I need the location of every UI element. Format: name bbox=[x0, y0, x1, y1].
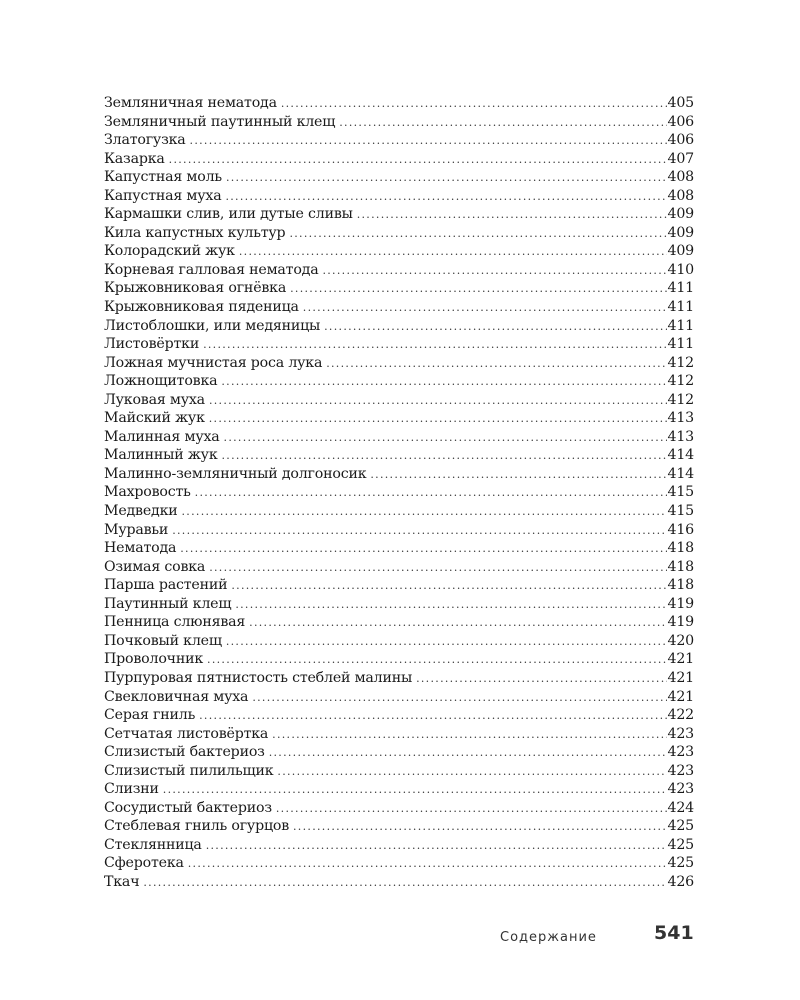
toc-entry-page: 408 bbox=[667, 187, 694, 204]
toc-entry-page: 419 bbox=[667, 614, 694, 631]
toc-entry-page: 410 bbox=[667, 261, 694, 278]
toc-entry[interactable] bbox=[104, 483, 694, 502]
dot-leader bbox=[209, 392, 667, 411]
toc-entry-page: 418 bbox=[667, 577, 694, 594]
toc-entry-title: Нематода bbox=[104, 540, 177, 557]
toc-entry-title: Свекловичная муха bbox=[104, 688, 249, 705]
toc-entry-title: Махровость bbox=[104, 484, 191, 501]
toc-entry-page: 409 bbox=[667, 206, 694, 223]
dot-leader bbox=[416, 670, 666, 689]
toc-entry[interactable] bbox=[104, 391, 694, 410]
toc-entry-page: 411 bbox=[667, 299, 694, 316]
toc-entry-title: Сферотека bbox=[104, 855, 184, 872]
toc-entry-page: 415 bbox=[667, 484, 694, 501]
dot-leader bbox=[281, 95, 667, 114]
dot-leader bbox=[235, 596, 666, 615]
toc-entry[interactable] bbox=[104, 354, 694, 373]
running-footer-section: Содержание bbox=[500, 930, 597, 945]
dot-leader bbox=[226, 633, 667, 652]
toc-entry-page: 425 bbox=[667, 818, 694, 835]
toc-entry-title: Малинная муха bbox=[104, 428, 220, 445]
toc-entry-page: 420 bbox=[667, 632, 694, 649]
toc-entry-page: 414 bbox=[667, 465, 694, 482]
toc-entry[interactable] bbox=[104, 780, 694, 799]
toc-entry-page: 425 bbox=[667, 855, 694, 872]
toc-entry-title: Парша растений bbox=[104, 577, 228, 594]
toc-entry[interactable] bbox=[104, 539, 694, 558]
toc-entry[interactable] bbox=[104, 113, 694, 132]
dot-leader bbox=[163, 781, 667, 800]
toc-entry-page: 421 bbox=[667, 669, 694, 686]
toc-entry-title: Ложнощитовка bbox=[104, 373, 218, 390]
toc-entry-title: Паутинный клещ bbox=[104, 595, 232, 612]
toc-entry-title: Стеблевая гниль огурцов bbox=[104, 818, 290, 835]
dot-leader bbox=[370, 466, 666, 485]
toc-entry-title: Озимая совка bbox=[104, 558, 206, 575]
toc-entry-page: 413 bbox=[667, 428, 694, 445]
toc-entry-title: Кила капустных культур bbox=[104, 224, 286, 241]
dot-leader bbox=[225, 188, 666, 207]
dot-leader bbox=[269, 744, 667, 763]
toc-entry[interactable] bbox=[104, 558, 694, 577]
toc-entry-page: 412 bbox=[667, 373, 694, 390]
dot-leader bbox=[272, 726, 666, 745]
toc-entry-page: 422 bbox=[667, 707, 694, 724]
toc-entry-page: 426 bbox=[667, 873, 694, 890]
dot-leader bbox=[221, 373, 666, 392]
toc-entry[interactable] bbox=[104, 688, 694, 707]
dot-leader bbox=[199, 707, 666, 726]
toc-entry[interactable] bbox=[104, 632, 694, 651]
toc-entry[interactable] bbox=[104, 873, 694, 892]
toc-entry-page: 414 bbox=[667, 447, 694, 464]
dot-leader bbox=[226, 169, 667, 188]
toc-entry-page: 411 bbox=[667, 336, 694, 353]
dot-leader bbox=[207, 651, 666, 670]
toc-entry[interactable] bbox=[104, 650, 694, 669]
dot-leader bbox=[224, 429, 667, 448]
toc-entry-page: 411 bbox=[667, 280, 694, 297]
toc-entry[interactable] bbox=[104, 521, 694, 540]
toc-entry[interactable] bbox=[104, 799, 694, 818]
dot-leader bbox=[326, 355, 666, 374]
dot-leader bbox=[222, 447, 667, 466]
dot-leader bbox=[203, 336, 666, 355]
toc-entry[interactable] bbox=[104, 743, 694, 762]
toc-entry-title: Капустная моль bbox=[104, 169, 222, 186]
toc-entry-page: 418 bbox=[667, 558, 694, 575]
toc-entry-page: 421 bbox=[667, 688, 694, 705]
page-number: 541 bbox=[654, 922, 694, 944]
toc-entry-title: Корневая галловая нематода bbox=[104, 261, 319, 278]
toc-entry[interactable] bbox=[104, 317, 694, 336]
toc-entry-title: Златогузка bbox=[104, 132, 186, 149]
toc-entry[interactable] bbox=[104, 762, 694, 781]
toc-entry-page: 407 bbox=[667, 150, 694, 167]
toc-entry-title: Проволочник bbox=[104, 651, 204, 668]
dot-leader bbox=[324, 318, 666, 337]
toc-entry-page: 405 bbox=[667, 95, 694, 111]
toc-entry[interactable] bbox=[104, 836, 694, 855]
toc-entry-title: Ложная мучнистая роса лука bbox=[104, 354, 323, 371]
dot-leader bbox=[357, 206, 667, 225]
toc-entry[interactable] bbox=[104, 595, 694, 614]
toc-entry-page: 421 bbox=[667, 651, 694, 668]
toc-entry[interactable] bbox=[104, 854, 694, 873]
toc-entry-title: Крыжовниковая огнёвка bbox=[104, 280, 287, 297]
dot-leader bbox=[190, 132, 667, 151]
toc-entry-title: Капустная муха bbox=[104, 187, 222, 204]
toc-entry[interactable] bbox=[104, 576, 694, 595]
toc-entry-page: 415 bbox=[667, 503, 694, 520]
toc-entry[interactable] bbox=[104, 706, 694, 725]
toc-entry-page: 423 bbox=[667, 744, 694, 761]
toc-entry-title: Луковая муха bbox=[104, 391, 205, 408]
toc-entry-page: 408 bbox=[667, 169, 694, 186]
dot-leader bbox=[239, 243, 667, 262]
toc-entry-page: 425 bbox=[667, 836, 694, 853]
toc-entry[interactable] bbox=[104, 279, 694, 298]
toc-entry[interactable] bbox=[104, 502, 694, 521]
toc-entry[interactable] bbox=[104, 613, 694, 632]
dot-leader bbox=[276, 800, 667, 819]
toc-entry[interactable] bbox=[104, 298, 694, 317]
dot-leader bbox=[322, 262, 666, 281]
dot-leader bbox=[303, 299, 667, 318]
toc-entry-title: Слизни bbox=[104, 781, 159, 798]
toc-entry-title: Слизистый пилильщик bbox=[104, 762, 274, 779]
dot-leader bbox=[252, 689, 666, 708]
toc-entry-title: Листоблошки, или медяницы bbox=[104, 317, 321, 334]
table-of-contents bbox=[104, 94, 694, 892]
toc-entry-title: Ткач bbox=[104, 873, 140, 890]
dot-leader bbox=[182, 503, 667, 522]
dot-leader bbox=[277, 763, 666, 782]
toc-entry[interactable] bbox=[104, 428, 694, 447]
toc-entry[interactable] bbox=[104, 242, 694, 261]
toc-entry-title: Пенница слюнявая bbox=[104, 614, 246, 631]
dot-leader bbox=[249, 614, 666, 633]
toc-entry-title: Пурпуровая пятнистость стеблей малины bbox=[104, 669, 413, 686]
toc-entry-page: 423 bbox=[667, 725, 694, 742]
toc-entry-title: Колорадский жук bbox=[104, 243, 235, 260]
toc-entry-title: Казарка bbox=[104, 150, 165, 167]
toc-entry[interactable] bbox=[104, 94, 694, 113]
toc-entry-page: 411 bbox=[667, 317, 694, 334]
dot-leader bbox=[195, 484, 667, 503]
toc-entry-page: 406 bbox=[667, 113, 694, 130]
toc-entry[interactable] bbox=[104, 465, 694, 484]
toc-entry-title: Малинный жук bbox=[104, 447, 218, 464]
toc-entry-title: Малинно-земляничный долгоносик bbox=[104, 465, 367, 482]
toc-entry-page: 418 bbox=[667, 540, 694, 557]
dot-leader bbox=[290, 280, 666, 299]
toc-entry-page: 423 bbox=[667, 762, 694, 779]
dot-leader bbox=[209, 559, 666, 578]
toc-entry-title: Медведки bbox=[104, 503, 178, 520]
toc-entry-title: Муравьи bbox=[104, 521, 169, 538]
toc-entry-title: Земляничная нематода bbox=[104, 95, 277, 111]
dot-leader bbox=[209, 410, 667, 429]
toc-entry-page: 424 bbox=[667, 799, 694, 816]
toc-entry[interactable] bbox=[104, 168, 694, 187]
toc-entry-page: 409 bbox=[667, 243, 694, 260]
toc-entry[interactable] bbox=[104, 725, 694, 744]
toc-entry-title: Земляничный паутинный клещ bbox=[104, 113, 336, 130]
toc-entry[interactable] bbox=[104, 150, 694, 169]
toc-entry-title: Листовёртки bbox=[104, 336, 200, 353]
toc-entry-page: 423 bbox=[667, 781, 694, 798]
toc-entry-title: Серая гниль bbox=[104, 707, 196, 724]
toc-entry[interactable] bbox=[104, 261, 694, 280]
dot-leader bbox=[289, 225, 666, 244]
toc-entry-page: 413 bbox=[667, 410, 694, 427]
dot-leader bbox=[180, 540, 666, 559]
toc-entry-page: 409 bbox=[667, 224, 694, 241]
toc-entry-title: Майский жук bbox=[104, 410, 205, 427]
toc-entry[interactable] bbox=[104, 187, 694, 206]
toc-entry-title: Крыжовниковая пяденица bbox=[104, 299, 299, 316]
toc-entry-page: 412 bbox=[667, 354, 694, 371]
toc-entry-page: 416 bbox=[667, 521, 694, 538]
toc-entry-title: Почковый клещ bbox=[104, 632, 222, 649]
dot-leader bbox=[231, 577, 666, 596]
dot-leader bbox=[293, 818, 667, 837]
toc-entry-title: Кармашки слив, или дутые сливы bbox=[104, 206, 353, 223]
toc-entry-title: Сосудистый бактериоз bbox=[104, 799, 272, 816]
toc-entry-page: 419 bbox=[667, 595, 694, 612]
toc-entry[interactable] bbox=[104, 669, 694, 688]
dot-leader bbox=[206, 837, 667, 856]
toc-entry[interactable] bbox=[104, 224, 694, 243]
toc-entry[interactable] bbox=[104, 335, 694, 354]
toc-entry-page: 406 bbox=[667, 132, 694, 149]
toc-entry[interactable] bbox=[104, 205, 694, 224]
toc-entry[interactable] bbox=[104, 131, 694, 150]
toc-entry-title: Сетчатая листовёртка bbox=[104, 725, 269, 742]
dot-leader bbox=[339, 114, 666, 133]
toc-entry[interactable] bbox=[104, 446, 694, 465]
dot-leader bbox=[143, 874, 666, 893]
toc-entry[interactable] bbox=[104, 409, 694, 428]
toc-entry[interactable] bbox=[104, 372, 694, 391]
toc-entry-page: 412 bbox=[667, 391, 694, 408]
toc-entry[interactable] bbox=[104, 817, 694, 836]
dot-leader bbox=[188, 855, 667, 874]
dot-leader bbox=[172, 522, 666, 541]
toc-entry-title: Слизистый бактериоз bbox=[104, 744, 265, 761]
dot-leader bbox=[169, 151, 667, 170]
toc-entry-title: Стеклянница bbox=[104, 836, 202, 853]
